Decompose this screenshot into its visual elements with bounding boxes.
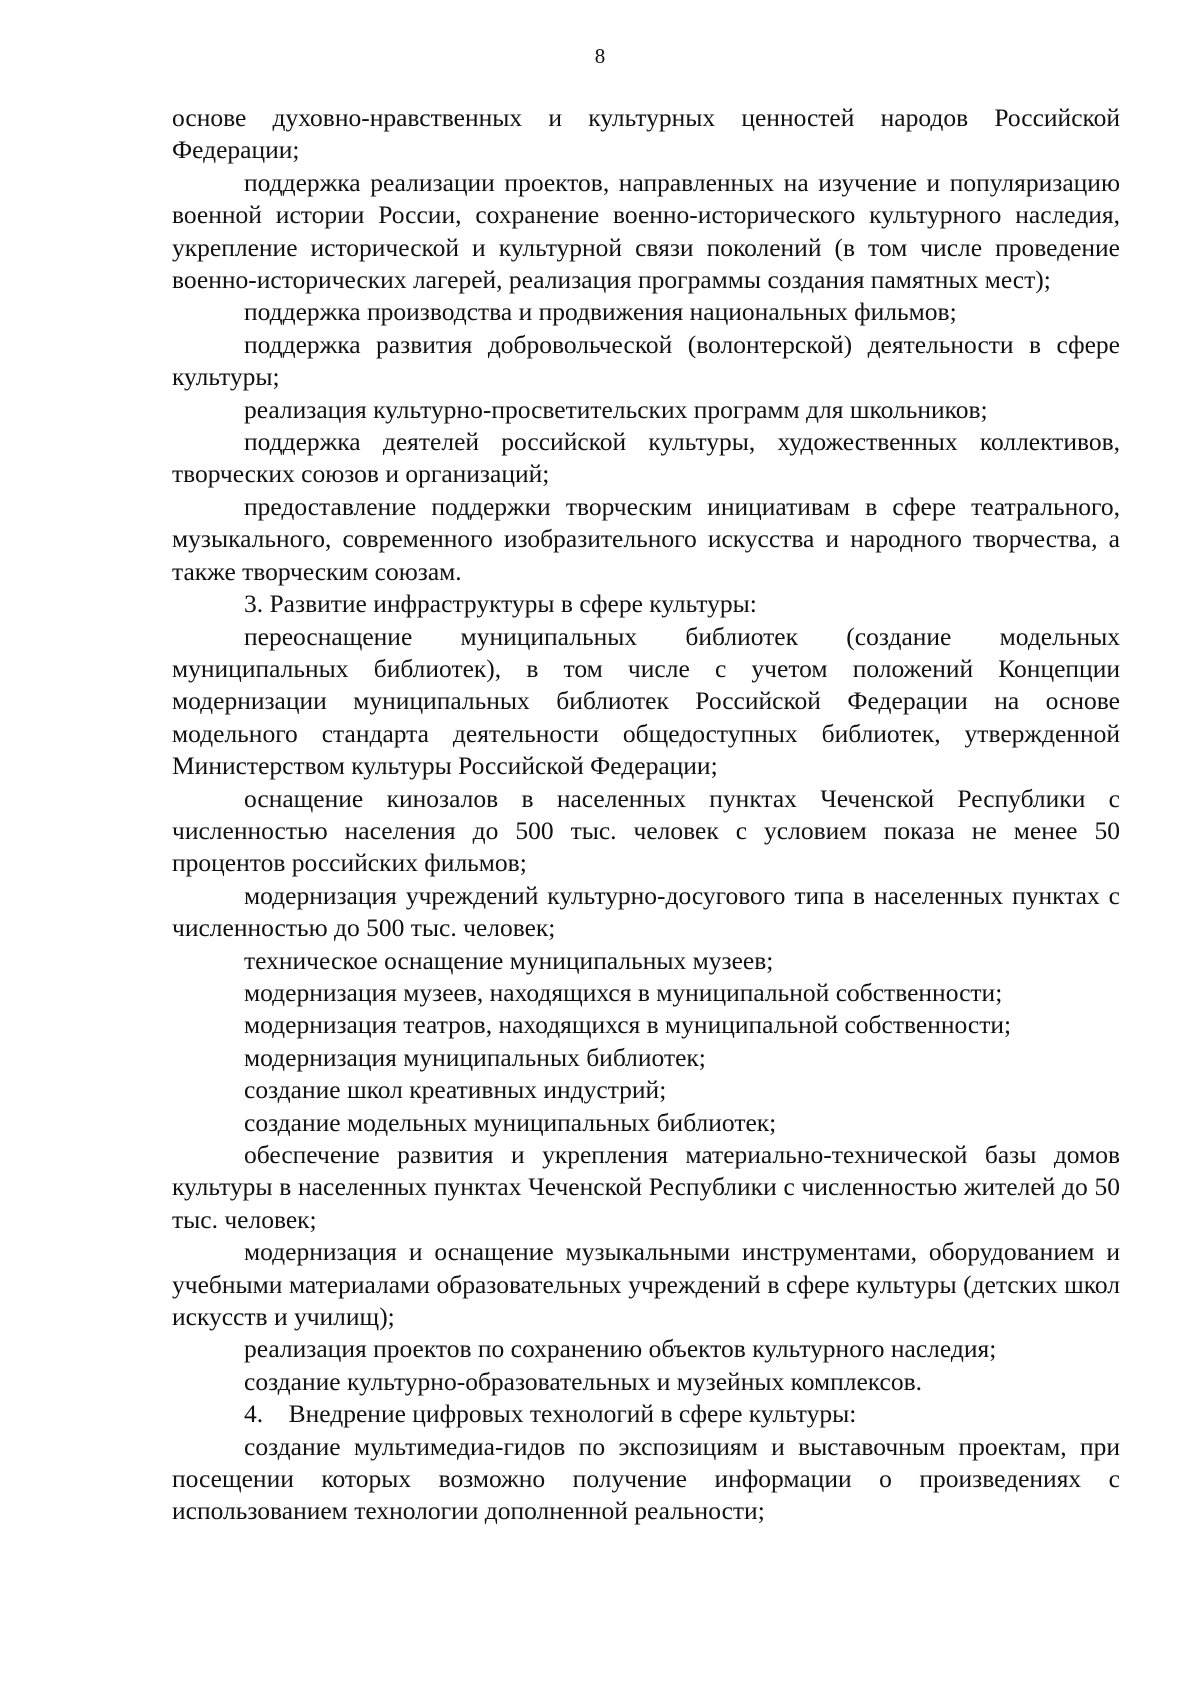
paragraph: модернизация муниципальных библиотек; <box>244 1042 706 1072</box>
paragraph: создание школ креативных индустрий; <box>244 1075 667 1105</box>
paragraph: оснащение кинозалов в населенных пунктах Чеченской Республики с численностью населения до 500 тыс. человек с условием показа не менее 50 процентов российских фильмов; <box>172 783 1120 878</box>
paragraph: поддержка деятелей российской культуры, художественных коллективов, творческих союзов и организаций; <box>172 427 1120 489</box>
paragraph: техническое оснащение муниципальных музеев; <box>244 945 774 975</box>
paragraph: создание модельных муниципальных библиотек; <box>244 1107 777 1137</box>
paragraph: создание мультимедиа-гидов по экспозициям и выставочным проектам, при посещении которых возможно получение информации о произведениях с использованием технологии дополненной реальности; <box>172 1431 1120 1526</box>
document-body <box>172 102 1120 1528</box>
section-heading: 4. Внедрение цифровых технологий в сфере культуры: <box>244 1399 857 1429</box>
paragraph: модернизация театров, находящихся в муниципальной собственности; <box>244 1010 1012 1040</box>
paragraph: модернизация музеев, находящихся в муниципальной собственности; <box>244 977 1003 1007</box>
paragraph: поддержка производства и продвижения национальных фильмов; <box>244 297 957 327</box>
page-number: 8 <box>594 44 606 68</box>
paragraph: обеспечение развития и укрепления материально-технической базы домов культуры в населенных пунктах Чеченской Республики с численностью жителей до 50 тыс. человек; <box>172 1140 1120 1234</box>
paragraph: реализация проектов по сохранению объектов культурного наследия; <box>244 1334 997 1364</box>
paragraph: поддержка реализации проектов, направленных на изучение и популяризацию военной истории России, сохранение военно-исторического культурного наследия, укрепление исторической и культурной связи поколений (в том числе проведение военно-исторических лагерей, реализация программы создания памятных мест); <box>172 167 1120 295</box>
paragraph: реализация культурно-просветительских программ для школьников; <box>244 394 988 424</box>
paragraph: поддержка развития добровольческой (волонтерской) деятельности в сфере культуры; <box>172 329 1120 392</box>
paragraph: модернизация учреждений культурно-досугового типа в населенных пунктах с численностью до 500 тыс. человек; <box>172 880 1120 943</box>
section-heading: 3. Развитие инфраструктуры в сфере культуры: <box>244 589 757 619</box>
paragraph: переоснащение муниципальных библиотек (создание модельных муниципальных библиотек), в том числе с учетом положений Концепции модернизации муниципальных библиотек Российской Федерации на основе модельного стандарта деятельности общедоступных библиотек, утвержденной Министерством культуры Российской Федерации; <box>172 621 1120 781</box>
paragraph: модернизация и оснащение музыкальными инструментами, оборудованием и учебными материалами образовательных учреждений в сфере культуры (детских школ искусств и училищ); <box>172 1237 1120 1332</box>
paragraph: создание культурно-образовательных и музейных комплексов. <box>244 1366 923 1396</box>
paragraph: предоставление поддержки творческим инициативам в сфере театрального, музыкального, современного изобразительного искусства и народного творчества, а также творческим союзам. <box>172 491 1120 586</box>
paragraph: основе духовно-нравственных и культурных ценностей народов Российской Федерации; <box>172 103 1120 165</box>
